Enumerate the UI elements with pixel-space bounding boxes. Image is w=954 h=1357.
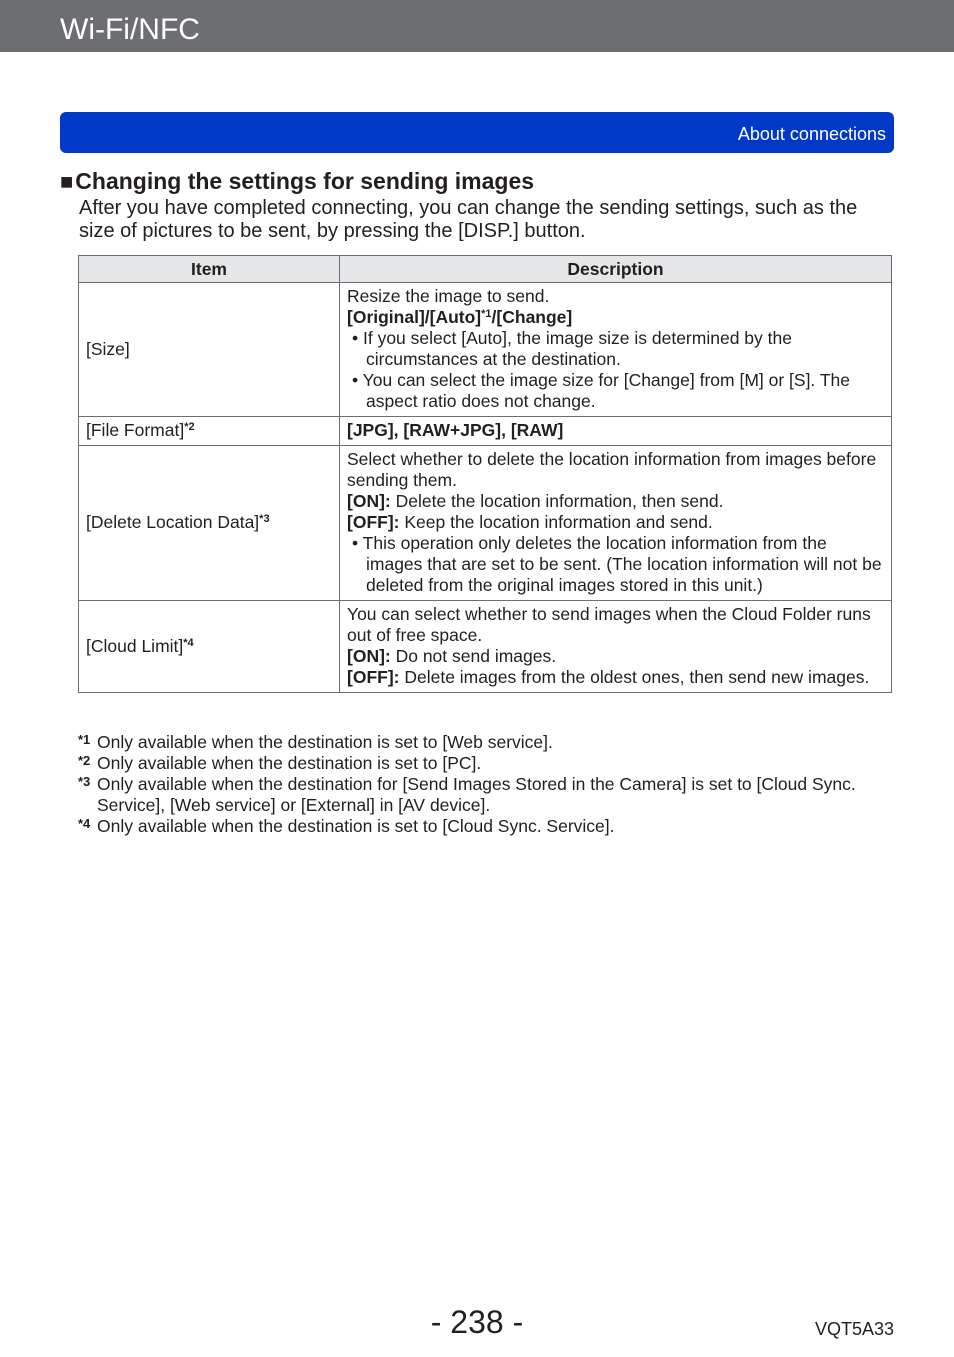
intro-paragraph: After you have completed connecting, you can change the sending settings, such as the size of pictures to be sent, by pressing the [DISP.] button.: [79, 197, 858, 242]
square-bullet-icon: ■: [60, 169, 74, 194]
footnote-text: Only available when the destination is set to [Cloud Sync. Service].: [97, 816, 615, 836]
description-line: You can select whether to send images when the Cloud Folder runs out of free space.: [347, 604, 871, 645]
column-header-description: Description: [340, 256, 892, 283]
off-label: [OFF]:: [347, 512, 400, 532]
footnote: *4 Only available when the destination is set to [Cloud Sync. Service].: [78, 816, 615, 836]
column-header-item: Item: [79, 256, 340, 283]
footnote-ref: *3: [259, 513, 270, 525]
footnote-text: Only available when the destination is set to [Web service].: [97, 732, 553, 752]
table-row-file-format: [79, 417, 892, 446]
description-cell: [340, 446, 892, 601]
footnote-ref: *1: [481, 308, 492, 320]
model-code: VQT5A33: [814, 1319, 894, 1339]
section-heading: [60, 167, 534, 196]
footnote-ref: *4: [183, 636, 194, 649]
table-row-size: [79, 283, 892, 417]
header-title: Wi-Fi/NFC: [60, 13, 200, 46]
footnotes: [78, 732, 908, 837]
on-label: [ON]:: [347, 491, 391, 511]
bullet-note: • This operation only deletes the location information from the images that are set to be sent. (The location information will not be deleted from the original images stored in this unit.): [352, 533, 882, 595]
footnote: *2 Only available when the destination is set to [PC].: [78, 753, 482, 773]
item-label: [Size]: [86, 338, 130, 359]
options-text: [Original]/[Auto]: [347, 307, 482, 327]
page-number: - 238 -: [430, 1304, 524, 1340]
item-cell: [79, 446, 340, 601]
options-line: [JPG], [RAW+JPG], [RAW]: [347, 420, 564, 440]
item-label: [Cloud Limit]: [86, 635, 184, 656]
table-row-cloud-limit: [79, 601, 892, 693]
item-cell: [79, 283, 340, 417]
off-text: Delete images from the oldest ones, then send new images.: [399, 667, 870, 687]
on-option: [347, 646, 883, 667]
table-header-row: [79, 256, 892, 283]
on-text: Delete the location information, then send.: [390, 491, 724, 511]
item-cell: [79, 601, 340, 693]
description-line: Select whether to delete the location information from images before sending them.: [347, 449, 877, 490]
description-line: Resize the image to send.: [347, 286, 550, 306]
on-text: Do not send images.: [390, 646, 557, 666]
description-cell: [340, 283, 892, 417]
description-cell: [340, 601, 892, 693]
footnote-text: Only available when the destination for [Send Images Stored in the Camera] is set to [Cloud Sync. Service], [Web service] or [External] in [AV device].: [97, 774, 856, 815]
footnote: *3 Only available when the destination for [Send Images Stored in the Camera] is set to [Cloud Sync. Service], [Web service] or [External] in [AV device].: [78, 774, 856, 815]
on-option: [347, 491, 883, 512]
item-label: [File Format]: [86, 420, 185, 440]
options-line: [347, 307, 883, 328]
footnote: *1 Only available when the destination is set to [Web service].: [78, 732, 553, 752]
off-option: [347, 667, 883, 688]
section-bar: [60, 112, 894, 153]
options-text: /[Change]: [491, 307, 573, 327]
item-cell: [79, 417, 340, 446]
off-text: Keep the location information and send.: [399, 512, 713, 532]
footnote-ref: *2: [184, 421, 195, 433]
item-label: [Delete Location Data]: [86, 512, 260, 532]
heading-text: Changing the settings for sending images: [75, 168, 535, 194]
bullet-note: • If you select [Auto], the image size is determined by the circumstances at the destination.: [352, 328, 792, 369]
description-cell: [340, 417, 892, 446]
section-label: About connections: [737, 124, 886, 144]
footnote-text: Only available when the destination is set to [PC].: [97, 753, 482, 773]
on-label: [ON]:: [347, 646, 391, 666]
settings-table: [78, 255, 892, 693]
header-bar: [0, 0, 954, 52]
bullet-note: • You can select the image size for [Change] from [M] or [S]. The aspect ratio does not change.: [352, 370, 850, 411]
table-row-delete-location-data: [79, 446, 892, 601]
off-label: [OFF]:: [347, 667, 400, 687]
off-option: [347, 512, 883, 533]
